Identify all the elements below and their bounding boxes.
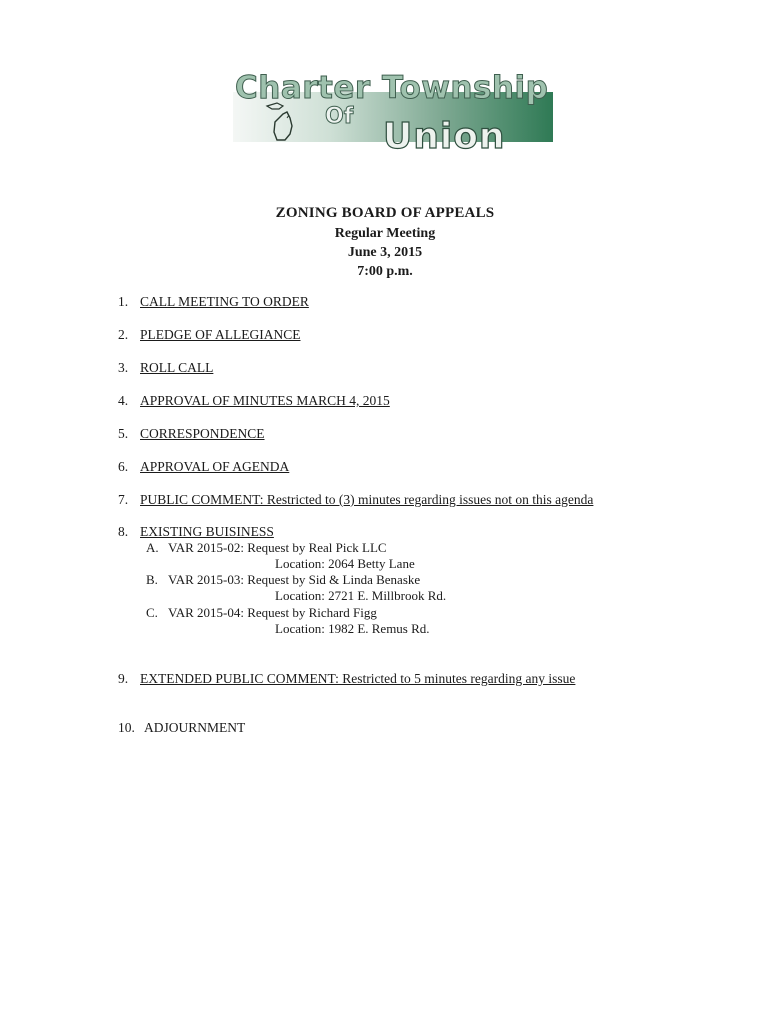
item-number: 10. [118, 720, 135, 735]
item-number: 3. [118, 360, 129, 375]
item-text: CORRESPONDENCE [140, 426, 265, 441]
item-number: 9. [118, 671, 129, 686]
item-text: CALL MEETING TO ORDER [140, 294, 309, 309]
agenda-item [118, 327, 301, 343]
meeting-type: Regular Meeting [334, 226, 436, 241]
sub-item-letter: C. [146, 605, 158, 620]
item-text: APPROVAL OF MINUTES MARCH 4, 2015 [140, 393, 390, 408]
agenda-item [118, 360, 213, 376]
agenda-item [118, 671, 575, 687]
item-number: 1. [118, 294, 129, 309]
item-text: EXTENDED PUBLIC COMMENT: Restricted to 5 minutes regarding any issue [140, 671, 576, 686]
item-number: 6. [118, 459, 129, 474]
agenda-item [118, 492, 593, 508]
item-number: 5. [118, 426, 129, 441]
sub-item-request: VAR 2015-03: Request by Sid & Linda Benaske [168, 572, 421, 587]
document-title: ZONING BOARD OF APPEALS [275, 205, 495, 221]
michigan-map-icon [263, 100, 303, 144]
item-text: ROLL CALL [140, 360, 214, 375]
meeting-time: 7:00 p.m. [357, 264, 413, 279]
agenda-item [118, 524, 274, 540]
sub-item-letter: B. [146, 572, 158, 587]
item-number: 7. [118, 492, 129, 507]
item-text: ADJOURNMENT [144, 720, 246, 735]
sub-item-location: Location: 1982 E. Remus Rd. [275, 621, 430, 636]
logo-line-3: Union [383, 116, 506, 157]
item-text: EXISTING BUISINESS [140, 524, 274, 539]
township-logo [233, 70, 553, 157]
sub-item-letter: A. [146, 540, 159, 555]
item-text: APPROVAL OF AGENDA [140, 459, 290, 474]
agenda-item [118, 426, 265, 442]
item-number: 2. [118, 327, 129, 342]
meeting-date: June 3, 2015 [347, 245, 423, 260]
sub-item-location: Location: 2064 Betty Lane [275, 556, 415, 571]
item-text: PUBLIC COMMENT: Restricted to (3) minutes regarding issues not on this agenda [140, 492, 594, 507]
item-text: PLEDGE OF ALLEGIANCE [140, 327, 301, 342]
agenda-item [118, 294, 309, 310]
sub-item-location: Location: 2721 E. Millbrook Rd. [275, 588, 447, 603]
sub-item-request: VAR 2015-04: Request by Richard Figg [168, 605, 377, 620]
agenda-item [118, 720, 245, 736]
item-number: 8. [118, 524, 129, 539]
logo-line-1: Charter Township [235, 70, 549, 106]
agenda-item [118, 393, 390, 409]
item-number: 4. [118, 393, 129, 408]
sub-item-request: VAR 2015-02: Request by Real Pick LLC [168, 540, 387, 555]
agenda-item [118, 459, 289, 475]
logo-line-2: Of [325, 104, 354, 129]
